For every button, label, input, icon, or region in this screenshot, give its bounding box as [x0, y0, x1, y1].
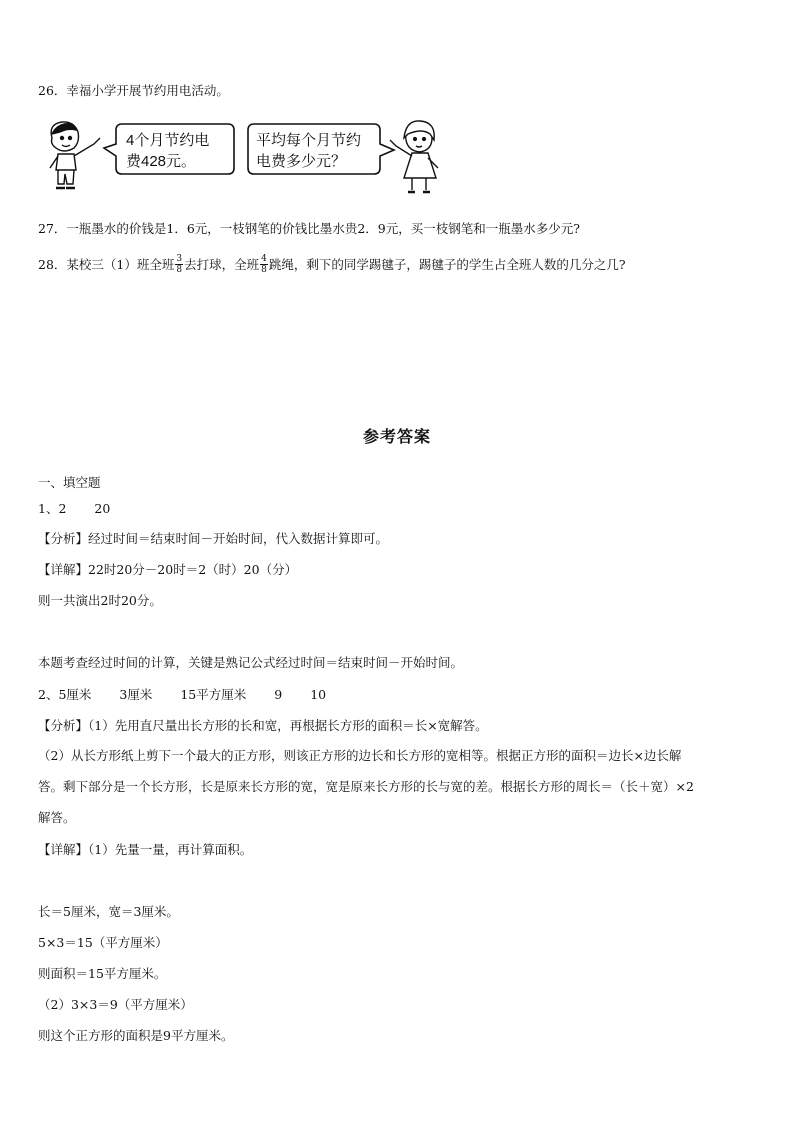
answer-2-value-2: 3厘米	[119, 687, 153, 702]
question-28-part3: 跳绳，剩下的同学踢毽子，踢毽子的学生占全班人数的几分之几?	[268, 257, 626, 272]
illustration-children-dialogue	[38, 118, 448, 196]
answer-1	[38, 500, 110, 518]
bubble-right-line2: 电费多少元？	[256, 153, 347, 170]
fraction-numerator: 3	[176, 254, 183, 264]
question-27: 27．一瓶墨水的价钱是1．6元，一枝钢笔的价钱比墨水贵2．9元，买一枝钢笔和一瓶墨水多少元?	[38, 221, 580, 236]
answer-2-line-2: 5×3＝15（平方厘米）	[38, 935, 168, 950]
answer-2-analysis: 【分析】（1）先用直尺量出长方形的长和宽，再根据长方形的面积＝长×宽解答。	[38, 718, 488, 733]
bubble-right-line1: 平均每个月节约	[256, 132, 362, 149]
answer-2-analysis-part2b: 答。剩下部分是一个长方形，长是原来长方形的宽，宽是原来长方形的长与宽的差。根据长方形的周长＝（长＋宽）×2	[38, 779, 694, 794]
answer-2-line-4: （2）3×3＝9（平方厘米）	[38, 997, 193, 1012]
answer-1-conclusion: 则一共演出2时20分。	[38, 593, 162, 608]
bubble-left-line1: 4个月节约电	[126, 132, 210, 149]
answer-1-analysis: 【分析】经过时间＝结束时间－开始时间，代入数据计算即可。	[38, 531, 389, 546]
question-26: 26．幸福小学开展节约用电活动。	[38, 83, 229, 98]
answer-1-value: 20	[94, 501, 111, 516]
answer-2-detail: 【详解】（1）先量一量，再计算面积。	[38, 842, 253, 857]
answer-2	[38, 686, 326, 704]
fraction-denominator: 8	[176, 265, 183, 275]
bubble-left-line2: 费428元。	[126, 153, 197, 170]
answer-2-value-5: 10	[310, 687, 327, 702]
girl-figure	[390, 121, 438, 192]
boy-figure	[50, 122, 100, 188]
speech-bubble-left	[104, 124, 234, 174]
answer-1-label: 1、2	[38, 501, 67, 516]
speech-bubble-right	[248, 124, 394, 174]
answer-2-value-3: 15平方厘米	[180, 687, 247, 702]
question-28-part2: 去打球，全班	[184, 257, 260, 272]
answer-2-value-4: 9	[274, 687, 283, 702]
answer-1-note: 本题考查经过时间的计算，关键是熟记公式经过时间＝结束时间－开始时间。	[38, 655, 464, 670]
answer-2-line-3: 则面积＝15平方厘米。	[38, 966, 167, 981]
question-28-part1: 28．某校三（1）班全班	[38, 257, 175, 272]
fraction-numerator: 4	[261, 254, 267, 264]
fraction-denominator: 8	[261, 265, 267, 275]
answer-2-analysis-part2c: 解答。	[38, 810, 76, 825]
answer-2-line-1: 长＝5厘米，宽＝3厘米。	[38, 904, 179, 919]
question-28	[38, 255, 626, 276]
fraction-three-eighths	[175, 254, 183, 275]
fraction-four-eighths	[260, 254, 268, 275]
answers-title: 参考答案	[362, 427, 431, 446]
section-fill-blank-heading: 一、填空题	[38, 475, 101, 490]
answer-2-line-5: 则这个正方形的面积是9平方厘米。	[38, 1028, 234, 1043]
answer-2-label: 2、5厘米	[38, 687, 92, 702]
answer-1-detail: 【详解】22时20分－20时＝2（时）20（分）	[38, 562, 298, 577]
answer-2-analysis-part2a: （2）从长方形纸上剪下一个最大的正方形，则该正方形的边长和长方形的宽相等。根据正方形的面积＝边长×边长解	[38, 748, 682, 763]
